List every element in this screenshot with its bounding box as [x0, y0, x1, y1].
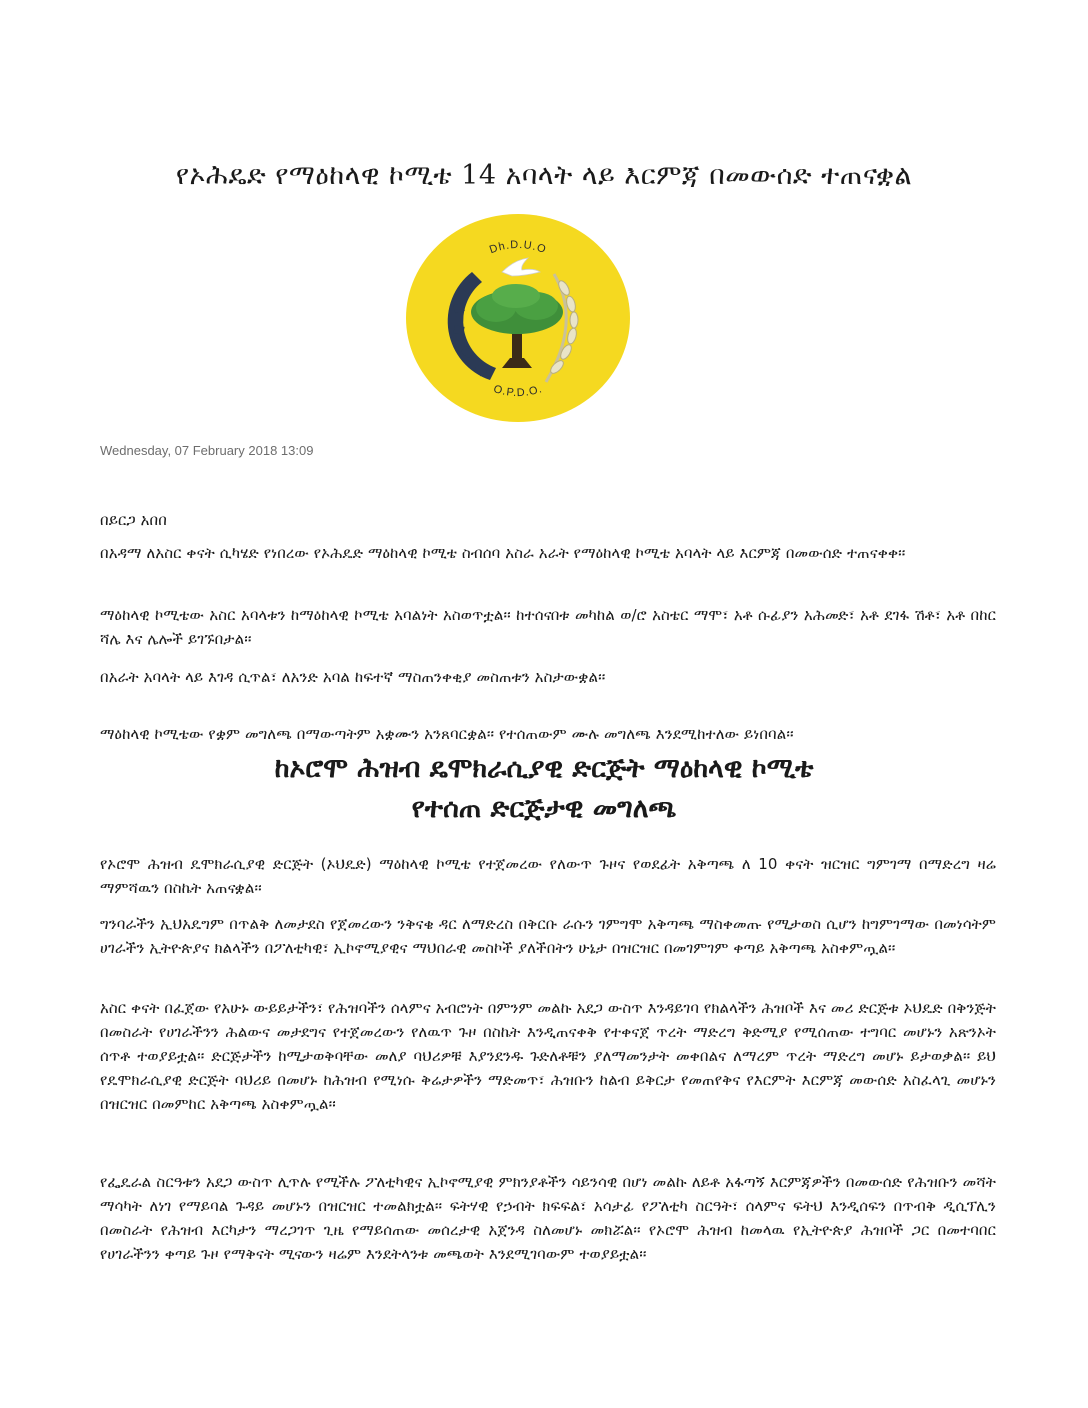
intro-paragraph-4: ማዕከላዊ ኮሚቴው የቋም መግለጫ በማውጣትም አቋሙን አንጸባርቋል፡፡ የተሰጠውም ሙሉ መግለጫ እንደሚከተለው ይነበባል፡፡ [100, 725, 794, 743]
intro-paragraph-3: በአራት አባላት ላይ እገዳ ሲጥል፣ ለአንድ አባል ከፍተኛ ማስጠንቀቂያ መስጠቱን አስታውቋል፡፡ [100, 668, 606, 686]
intro-paragraph-1: በአዳማ ለአስር ቀናት ሲካሄድ የነበረው የኦሕዴድ ማዕከላዊ ኮሚቴ ስብሰባ አስራ አራት የማዕከላዊ ኮሚቴ አባላት ላይ እርምጃ በመውሰድ ተጠናቀቀ፡፡ [100, 544, 906, 562]
statement-paragraph-3: አስር ቀናት በፈጀው የአሁኑ ውይይታችን፣ የሕዝባችን ሰላምና አብሮነት በምንም መልኩ አደጋ ውስጥ እንዳይገባ የክልላችን ሕዝቦች እና መሪ ድርጅቱ ኦህዴድ በቅንጅት በመስራት የሀገራችንን ሕልውና መታደግና የተጀመረውን የለዉጥ ጉዞ በስኬት እንዲጠናቀቅ የተቀናጀ ጥረት ማድረግ ቅድሚያ የሚሰጠው ተግባር መሆኑን አጽንኦት ሰጥቶ ተወያይቷል፡፡ ድርጅታችን ከሚታወቅባቸው መለያ ባህሪዎቹ እያንደንዱ ጉድለቶቹን ያለማመንታት መቀበልና ለማረም ጥረት ማድረግ መሆኑ ይታወቃል፡፡ ይህ የዴሞክራሲያዊ ድርጅት ባህሪይ በመሆኑ ከሕዝብ የሚነሱ ቅሬታዎችን ማድመጥ፣ ሕዝቡን ከልብ ይቅርታ የመጠየቅና የእርምት እርምጃ መውሰድ አስፈላጊ መሆኑን በዝርዝር በመምከር አቅጣጫ አስቀምጧል፡፡ [100, 999, 996, 1113]
statement-paragraph-2: ግንባራችን ኢህአዴግም በጥልቅ ለመታደስ የጀመረውን ንቅናቄ ዳር ለማድረስ በቅርቡ ራሱን ገምግሞ አቅጣጫ ማስቀመጡ የሚታወስ ሲሆን ከግምገማው በመነሳትም ሀገራችን ኢትዮጵያና ክልላችን በፖለቲካዊ፣ ኢኮኖሚያዊና ማህበራዊ መስኮች ያለችበትን ሁኔታ በዝርዝር በመገምገም ቀጣይ አቅጣጫ አስቀምጧል፡፡ [100, 915, 996, 957]
logo-top-text: Dh.D.U.O [487, 238, 549, 257]
statement-paragraph-1: የኦሮሞ ሕዝብ ዴሞክራሲያዊ ድርጅት (ኦህዴድ) ማዕከላዊ ኮሚቴ የተጀመረው የለውጥ ጉዞና የወደፊት አቅጣጫ ለ 10 ቀናት ዝርዝር ግምገማ በማድረግ ዛሬ ማምሻዉን በስኬት አጠናቋል፡፡ [100, 855, 996, 897]
statement-heading-line-2: የተሰጠ ድርጅታዊ መግለጫ [411, 793, 677, 824]
statement-paragraph-4: የፌዴራል ስርዓቱን አደጋ ውስጥ ሊጥሉ የሚችሉ ፖለቲካዊና ኢኮኖሚያዊ ምክንያቶችን ሳይንሳዊ በሆነ መልኩ ለይቶ አፋጣኝ እርምጃዎችን በመውሰድ የሕዝቡን መሻት ማሳካት ለነገ የማይባል ጉዳይ መሆኑን በዝርዝር ተመልክቷል፡፡ ፍትሃዊ የኃብት ክፍፍል፣ አሳታፊ የፖለቲካ ስርዓት፣ ሰላምና ፍትህ እንዲሰፍን በጥብቅ ዲሲፕሊን በመስራት የሕዝብ እርካታን ማረጋገጥ ጊዜ የማይሰጠው መሰረታዊ አጀንዳ ስለመሆኑ መክሯል፡፡ የኦሮሞ ሕዝብ ከመላዉ የኢትዮጵያ ሕዝቦች ጋር በመተባበር የሀገራችንን ቀጣይ ጉዞ የማቅናት ሚናውን ዛሬም እንደትላንቱ መጫወት እንደሚገባውም ተወያይቷል፡፡ [100, 1173, 996, 1263]
page-title: የኦሕዴድ የማዕከላዊ ኮሚቴ 14 አባላት ላይ እርምጃ በመውሰድ ተጠናቋል [175, 160, 913, 191]
logo-bottom-text: O.P.D.O. [492, 383, 545, 400]
opdo-logo [404, 212, 632, 424]
dateline: በይርጋ አበበ [100, 511, 167, 529]
statement-heading-line-1: ከኦሮሞ ሕዝብ ዴሞክራሲያዊ ድርጅት ማዕከላዊ ኮሚቴ [274, 753, 814, 784]
intro-paragraph-2: ማዕከላዊ ኮሚቴው አስር አባላቱን ከማዕከላዊ ኮሚቴ አባልነት አስወጥቷል፡፡ ከተሰናበቱ መካከል ወ/ሮ አስቴር ማሞ፣ አቶ ሱፊያን አሕመድ፣ አቶ ደገፋ ሽቶ፣ አቶ በከር ሻሌ እና ሌሎች ይገኙበታል፡፡ [100, 606, 996, 648]
publish-date: Wednesday, 07 February 2018 13:09 [100, 443, 314, 458]
